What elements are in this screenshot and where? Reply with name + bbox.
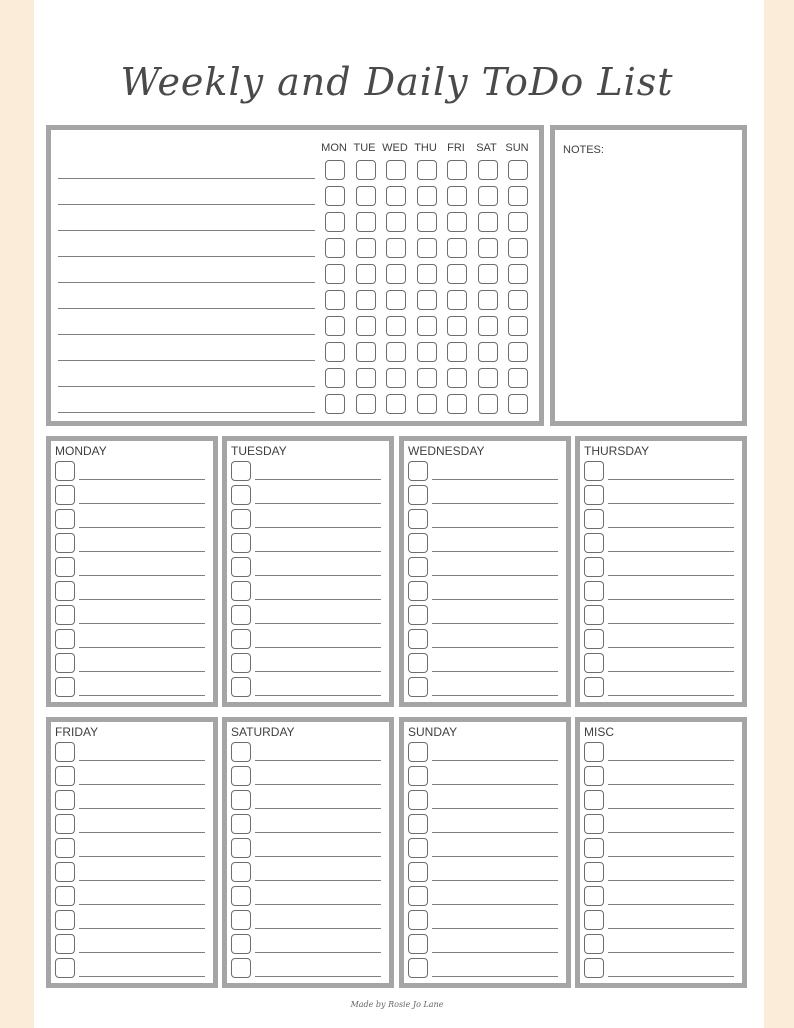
task-line[interactable] (432, 808, 558, 809)
task-checkbox[interactable] (55, 485, 75, 505)
task-checkbox[interactable] (584, 533, 604, 553)
notes-box[interactable] (550, 125, 747, 426)
weekly-checkbox[interactable] (417, 186, 437, 206)
weekly-checkbox[interactable] (447, 238, 467, 258)
task-checkbox[interactable] (231, 934, 251, 954)
task-line[interactable] (255, 623, 381, 624)
task-checkbox[interactable] (55, 581, 75, 601)
task-line[interactable] (79, 880, 205, 881)
task-checkbox[interactable] (408, 742, 428, 762)
task-checkbox[interactable] (584, 838, 604, 858)
weekly-checkbox[interactable] (356, 238, 376, 258)
task-line[interactable] (608, 976, 734, 977)
task-line[interactable] (255, 880, 381, 881)
task-line[interactable] (432, 551, 558, 552)
weekly-checkbox[interactable] (447, 160, 467, 180)
weekly-checkbox[interactable] (386, 342, 406, 362)
weekly-checkbox[interactable] (508, 394, 528, 414)
task-line[interactable] (79, 952, 205, 953)
weekly-checkbox[interactable] (417, 264, 437, 284)
task-checkbox[interactable] (408, 958, 428, 978)
task-checkbox[interactable] (55, 958, 75, 978)
task-line[interactable] (255, 856, 381, 857)
weekly-checkbox[interactable] (356, 368, 376, 388)
task-checkbox[interactable] (231, 677, 251, 697)
weekly-task-line[interactable] (58, 386, 315, 387)
task-line[interactable] (255, 575, 381, 576)
weekly-checkbox[interactable] (508, 186, 528, 206)
weekly-checkbox[interactable] (386, 264, 406, 284)
weekly-task-line[interactable] (58, 334, 315, 335)
task-checkbox[interactable] (231, 653, 251, 673)
task-checkbox[interactable] (231, 886, 251, 906)
task-line[interactable] (255, 671, 381, 672)
task-checkbox[interactable] (584, 509, 604, 529)
task-checkbox[interactable] (584, 742, 604, 762)
weekly-checkbox[interactable] (356, 186, 376, 206)
day-header-mon: MON (321, 142, 347, 154)
task-line[interactable] (432, 479, 558, 480)
task-line[interactable] (432, 928, 558, 929)
task-line[interactable] (432, 695, 558, 696)
weekly-checkbox[interactable] (447, 186, 467, 206)
task-checkbox[interactable] (584, 934, 604, 954)
task-checkbox[interactable] (408, 838, 428, 858)
list-box-friday (46, 717, 218, 988)
task-line[interactable] (608, 928, 734, 929)
weekly-task-line[interactable] (58, 256, 315, 257)
weekly-task-line[interactable] (58, 308, 315, 309)
task-checkbox[interactable] (55, 934, 75, 954)
task-line[interactable] (255, 952, 381, 953)
task-line[interactable] (79, 527, 205, 528)
weekly-checkbox[interactable] (508, 264, 528, 284)
task-line[interactable] (608, 952, 734, 953)
task-line[interactable] (79, 856, 205, 857)
task-checkbox[interactable] (408, 557, 428, 577)
task-checkbox[interactable] (55, 605, 75, 625)
task-line[interactable] (432, 856, 558, 857)
task-checkbox[interactable] (408, 533, 428, 553)
task-line[interactable] (255, 479, 381, 480)
task-checkbox[interactable] (584, 862, 604, 882)
task-line[interactable] (79, 647, 205, 648)
task-checkbox[interactable] (231, 605, 251, 625)
weekly-task-line[interactable] (58, 230, 315, 231)
weekly-checkbox[interactable] (478, 264, 498, 284)
weekly-checkbox[interactable] (508, 290, 528, 310)
weekly-checkbox[interactable] (478, 368, 498, 388)
list-label: MONDAY (55, 444, 107, 458)
task-checkbox[interactable] (55, 838, 75, 858)
weekly-checkbox[interactable] (417, 342, 437, 362)
task-checkbox[interactable] (231, 814, 251, 834)
task-checkbox[interactable] (55, 910, 75, 930)
weekly-checkbox[interactable] (325, 342, 345, 362)
task-checkbox[interactable] (408, 886, 428, 906)
task-line[interactable] (432, 623, 558, 624)
task-line[interactable] (432, 671, 558, 672)
task-checkbox[interactable] (584, 677, 604, 697)
weekly-checkbox[interactable] (356, 212, 376, 232)
task-checkbox[interactable] (584, 814, 604, 834)
task-line[interactable] (79, 784, 205, 785)
weekly-task-line[interactable] (58, 178, 315, 179)
list-box-misc (575, 717, 747, 988)
weekly-checkbox[interactable] (417, 212, 437, 232)
task-line[interactable] (79, 808, 205, 809)
task-checkbox[interactable] (408, 509, 428, 529)
task-line[interactable] (79, 832, 205, 833)
weekly-checkbox[interactable] (325, 186, 345, 206)
task-line[interactable] (608, 575, 734, 576)
weekly-checkbox[interactable] (386, 394, 406, 414)
list-label: THURSDAY (584, 444, 650, 458)
task-line[interactable] (255, 503, 381, 504)
list-box-saturday (222, 717, 394, 988)
weekly-checkbox[interactable] (417, 290, 437, 310)
task-line[interactable] (432, 976, 558, 977)
task-checkbox[interactable] (231, 766, 251, 786)
weekly-task-line[interactable] (58, 204, 315, 205)
weekly-checkbox[interactable] (417, 316, 437, 336)
weekly-checkbox[interactable] (386, 238, 406, 258)
task-checkbox[interactable] (231, 629, 251, 649)
weekly-checkbox[interactable] (417, 238, 437, 258)
task-line[interactable] (255, 695, 381, 696)
task-checkbox[interactable] (408, 485, 428, 505)
weekly-checkbox[interactable] (447, 264, 467, 284)
list-label: SATURDAY (231, 725, 295, 739)
weekly-checkbox[interactable] (325, 160, 345, 180)
day-header-thu: THU (414, 142, 437, 154)
task-line[interactable] (432, 832, 558, 833)
task-checkbox[interactable] (584, 629, 604, 649)
task-line[interactable] (608, 551, 734, 552)
task-checkbox[interactable] (408, 581, 428, 601)
day-header-sun: SUN (505, 142, 529, 154)
weekly-checkbox[interactable] (478, 212, 498, 232)
task-line[interactable] (255, 647, 381, 648)
task-checkbox[interactable] (55, 677, 75, 697)
weekly-checkbox[interactable] (325, 212, 345, 232)
list-label: FRIDAY (55, 725, 99, 739)
weekly-checkbox[interactable] (478, 186, 498, 206)
task-line[interactable] (432, 784, 558, 785)
task-checkbox[interactable] (231, 581, 251, 601)
task-checkbox[interactable] (55, 653, 75, 673)
task-line[interactable] (255, 527, 381, 528)
weekly-checkbox[interactable] (325, 394, 345, 414)
task-line[interactable] (432, 904, 558, 905)
task-line[interactable] (79, 976, 205, 977)
weekly-checkbox[interactable] (417, 368, 437, 388)
day-header-sat: SAT (476, 142, 497, 154)
weekly-checkbox[interactable] (478, 316, 498, 336)
task-checkbox[interactable] (408, 814, 428, 834)
task-checkbox[interactable] (584, 461, 604, 481)
task-checkbox[interactable] (231, 790, 251, 810)
task-line[interactable] (255, 904, 381, 905)
list-label: SUNDAY (408, 725, 458, 739)
task-line[interactable] (608, 880, 734, 881)
weekly-checkbox[interactable] (478, 394, 498, 414)
task-checkbox[interactable] (584, 766, 604, 786)
weekly-checkbox[interactable] (478, 238, 498, 258)
task-line[interactable] (608, 760, 734, 761)
weekly-checkbox[interactable] (325, 290, 345, 310)
task-line[interactable] (432, 575, 558, 576)
task-line[interactable] (432, 599, 558, 600)
page-title: Weekly and Daily ToDo List (120, 60, 674, 104)
task-checkbox[interactable] (55, 814, 75, 834)
task-line[interactable] (608, 832, 734, 833)
task-checkbox[interactable] (408, 629, 428, 649)
task-line[interactable] (608, 671, 734, 672)
task-checkbox[interactable] (231, 862, 251, 882)
weekly-checkbox[interactable] (356, 342, 376, 362)
weekly-checkbox[interactable] (478, 342, 498, 362)
task-checkbox[interactable] (408, 677, 428, 697)
task-line[interactable] (432, 760, 558, 761)
task-checkbox[interactable] (584, 557, 604, 577)
task-checkbox[interactable] (231, 958, 251, 978)
weekly-checkbox[interactable] (325, 316, 345, 336)
task-line[interactable] (79, 599, 205, 600)
task-checkbox[interactable] (584, 958, 604, 978)
task-checkbox[interactable] (408, 605, 428, 625)
weekly-checkbox[interactable] (325, 264, 345, 284)
weekly-checkbox[interactable] (356, 160, 376, 180)
task-line[interactable] (255, 551, 381, 552)
weekly-checkbox[interactable] (386, 160, 406, 180)
task-line[interactable] (432, 503, 558, 504)
task-checkbox[interactable] (408, 910, 428, 930)
task-checkbox[interactable] (231, 485, 251, 505)
weekly-checkbox[interactable] (417, 160, 437, 180)
task-checkbox[interactable] (408, 790, 428, 810)
weekly-task-line[interactable] (58, 412, 315, 413)
task-checkbox[interactable] (231, 533, 251, 553)
weekly-tracker-box (46, 125, 544, 426)
task-checkbox[interactable] (231, 461, 251, 481)
weekly-checkbox[interactable] (508, 212, 528, 232)
task-checkbox[interactable] (231, 742, 251, 762)
task-line[interactable] (79, 623, 205, 624)
task-checkbox[interactable] (408, 934, 428, 954)
weekly-task-line[interactable] (58, 360, 315, 361)
task-checkbox[interactable] (55, 766, 75, 786)
task-checkbox[interactable] (231, 509, 251, 529)
task-checkbox[interactable] (584, 605, 604, 625)
list-box-sunday (399, 717, 571, 988)
list-box-thursday (575, 436, 747, 707)
task-line[interactable] (255, 599, 381, 600)
task-line[interactable] (79, 904, 205, 905)
weekly-checkbox[interactable] (356, 264, 376, 284)
weekly-checkbox[interactable] (325, 368, 345, 388)
task-line[interactable] (79, 575, 205, 576)
weekly-checkbox[interactable] (508, 160, 528, 180)
weekly-checkbox[interactable] (356, 290, 376, 310)
weekly-checkbox[interactable] (386, 290, 406, 310)
notes-label: NOTES: (563, 144, 604, 156)
task-line[interactable] (608, 527, 734, 528)
task-line[interactable] (255, 832, 381, 833)
task-checkbox[interactable] (55, 629, 75, 649)
weekly-checkbox[interactable] (447, 212, 467, 232)
task-checkbox[interactable] (408, 766, 428, 786)
task-line[interactable] (79, 551, 205, 552)
task-checkbox[interactable] (231, 838, 251, 858)
weekly-checkbox[interactable] (447, 342, 467, 362)
weekly-checkbox[interactable] (386, 186, 406, 206)
weekly-checkbox[interactable] (508, 342, 528, 362)
task-line[interactable] (255, 976, 381, 977)
task-checkbox[interactable] (55, 461, 75, 481)
weekly-checkbox[interactable] (447, 368, 467, 388)
task-line[interactable] (432, 527, 558, 528)
task-line[interactable] (79, 503, 205, 504)
list-label: TUESDAY (231, 444, 287, 458)
weekly-checkbox[interactable] (478, 160, 498, 180)
task-line[interactable] (608, 808, 734, 809)
task-checkbox[interactable] (584, 910, 604, 930)
task-line[interactable] (79, 695, 205, 696)
list-label: WEDNESDAY (408, 444, 485, 458)
task-checkbox[interactable] (55, 557, 75, 577)
weekly-checkbox[interactable] (417, 394, 437, 414)
task-line[interactable] (432, 880, 558, 881)
weekly-checkbox[interactable] (508, 316, 528, 336)
task-line[interactable] (79, 479, 205, 480)
task-checkbox[interactable] (55, 862, 75, 882)
task-line[interactable] (79, 928, 205, 929)
task-line[interactable] (255, 808, 381, 809)
task-line[interactable] (608, 784, 734, 785)
task-line[interactable] (608, 599, 734, 600)
task-checkbox[interactable] (584, 886, 604, 906)
weekly-checkbox[interactable] (508, 238, 528, 258)
task-checkbox[interactable] (231, 557, 251, 577)
task-line[interactable] (608, 647, 734, 648)
task-checkbox[interactable] (55, 533, 75, 553)
weekly-checkbox[interactable] (386, 316, 406, 336)
list-box-tuesday (222, 436, 394, 707)
task-line[interactable] (79, 671, 205, 672)
task-checkbox[interactable] (584, 485, 604, 505)
task-line[interactable] (255, 928, 381, 929)
task-checkbox[interactable] (55, 886, 75, 906)
task-line[interactable] (608, 503, 734, 504)
task-line[interactable] (432, 952, 558, 953)
task-checkbox[interactable] (408, 653, 428, 673)
task-checkbox[interactable] (584, 790, 604, 810)
weekly-checkbox[interactable] (447, 394, 467, 414)
day-header-tue: TUE (353, 142, 376, 154)
list-box-monday (46, 436, 218, 707)
footer-credit: Made by Rosie Jo Lane (350, 1000, 444, 1009)
task-line[interactable] (608, 695, 734, 696)
weekly-checkbox[interactable] (447, 290, 467, 310)
weekly-checkbox[interactable] (356, 316, 376, 336)
task-checkbox[interactable] (408, 862, 428, 882)
weekly-task-line[interactable] (58, 282, 315, 283)
task-line[interactable] (79, 760, 205, 761)
day-header-wed: WED (382, 142, 408, 154)
task-line[interactable] (608, 623, 734, 624)
weekly-checkbox[interactable] (325, 238, 345, 258)
weekly-checkbox[interactable] (447, 316, 467, 336)
task-checkbox[interactable] (55, 790, 75, 810)
weekly-checkbox[interactable] (356, 394, 376, 414)
weekly-checkbox[interactable] (508, 368, 528, 388)
weekly-checkbox[interactable] (478, 290, 498, 310)
task-checkbox[interactable] (584, 653, 604, 673)
task-checkbox[interactable] (584, 581, 604, 601)
list-box-wednesday (399, 436, 571, 707)
weekly-checkbox[interactable] (386, 368, 406, 388)
task-checkbox[interactable] (231, 910, 251, 930)
task-checkbox[interactable] (408, 461, 428, 481)
task-line[interactable] (608, 856, 734, 857)
task-line[interactable] (255, 784, 381, 785)
task-line[interactable] (432, 647, 558, 648)
list-label: MISC (584, 725, 614, 739)
task-line[interactable] (608, 479, 734, 480)
task-line[interactable] (608, 904, 734, 905)
task-checkbox[interactable] (55, 742, 75, 762)
weekly-checkbox[interactable] (386, 212, 406, 232)
task-line[interactable] (255, 760, 381, 761)
day-header-fri: FRI (447, 142, 465, 154)
task-checkbox[interactable] (55, 509, 75, 529)
